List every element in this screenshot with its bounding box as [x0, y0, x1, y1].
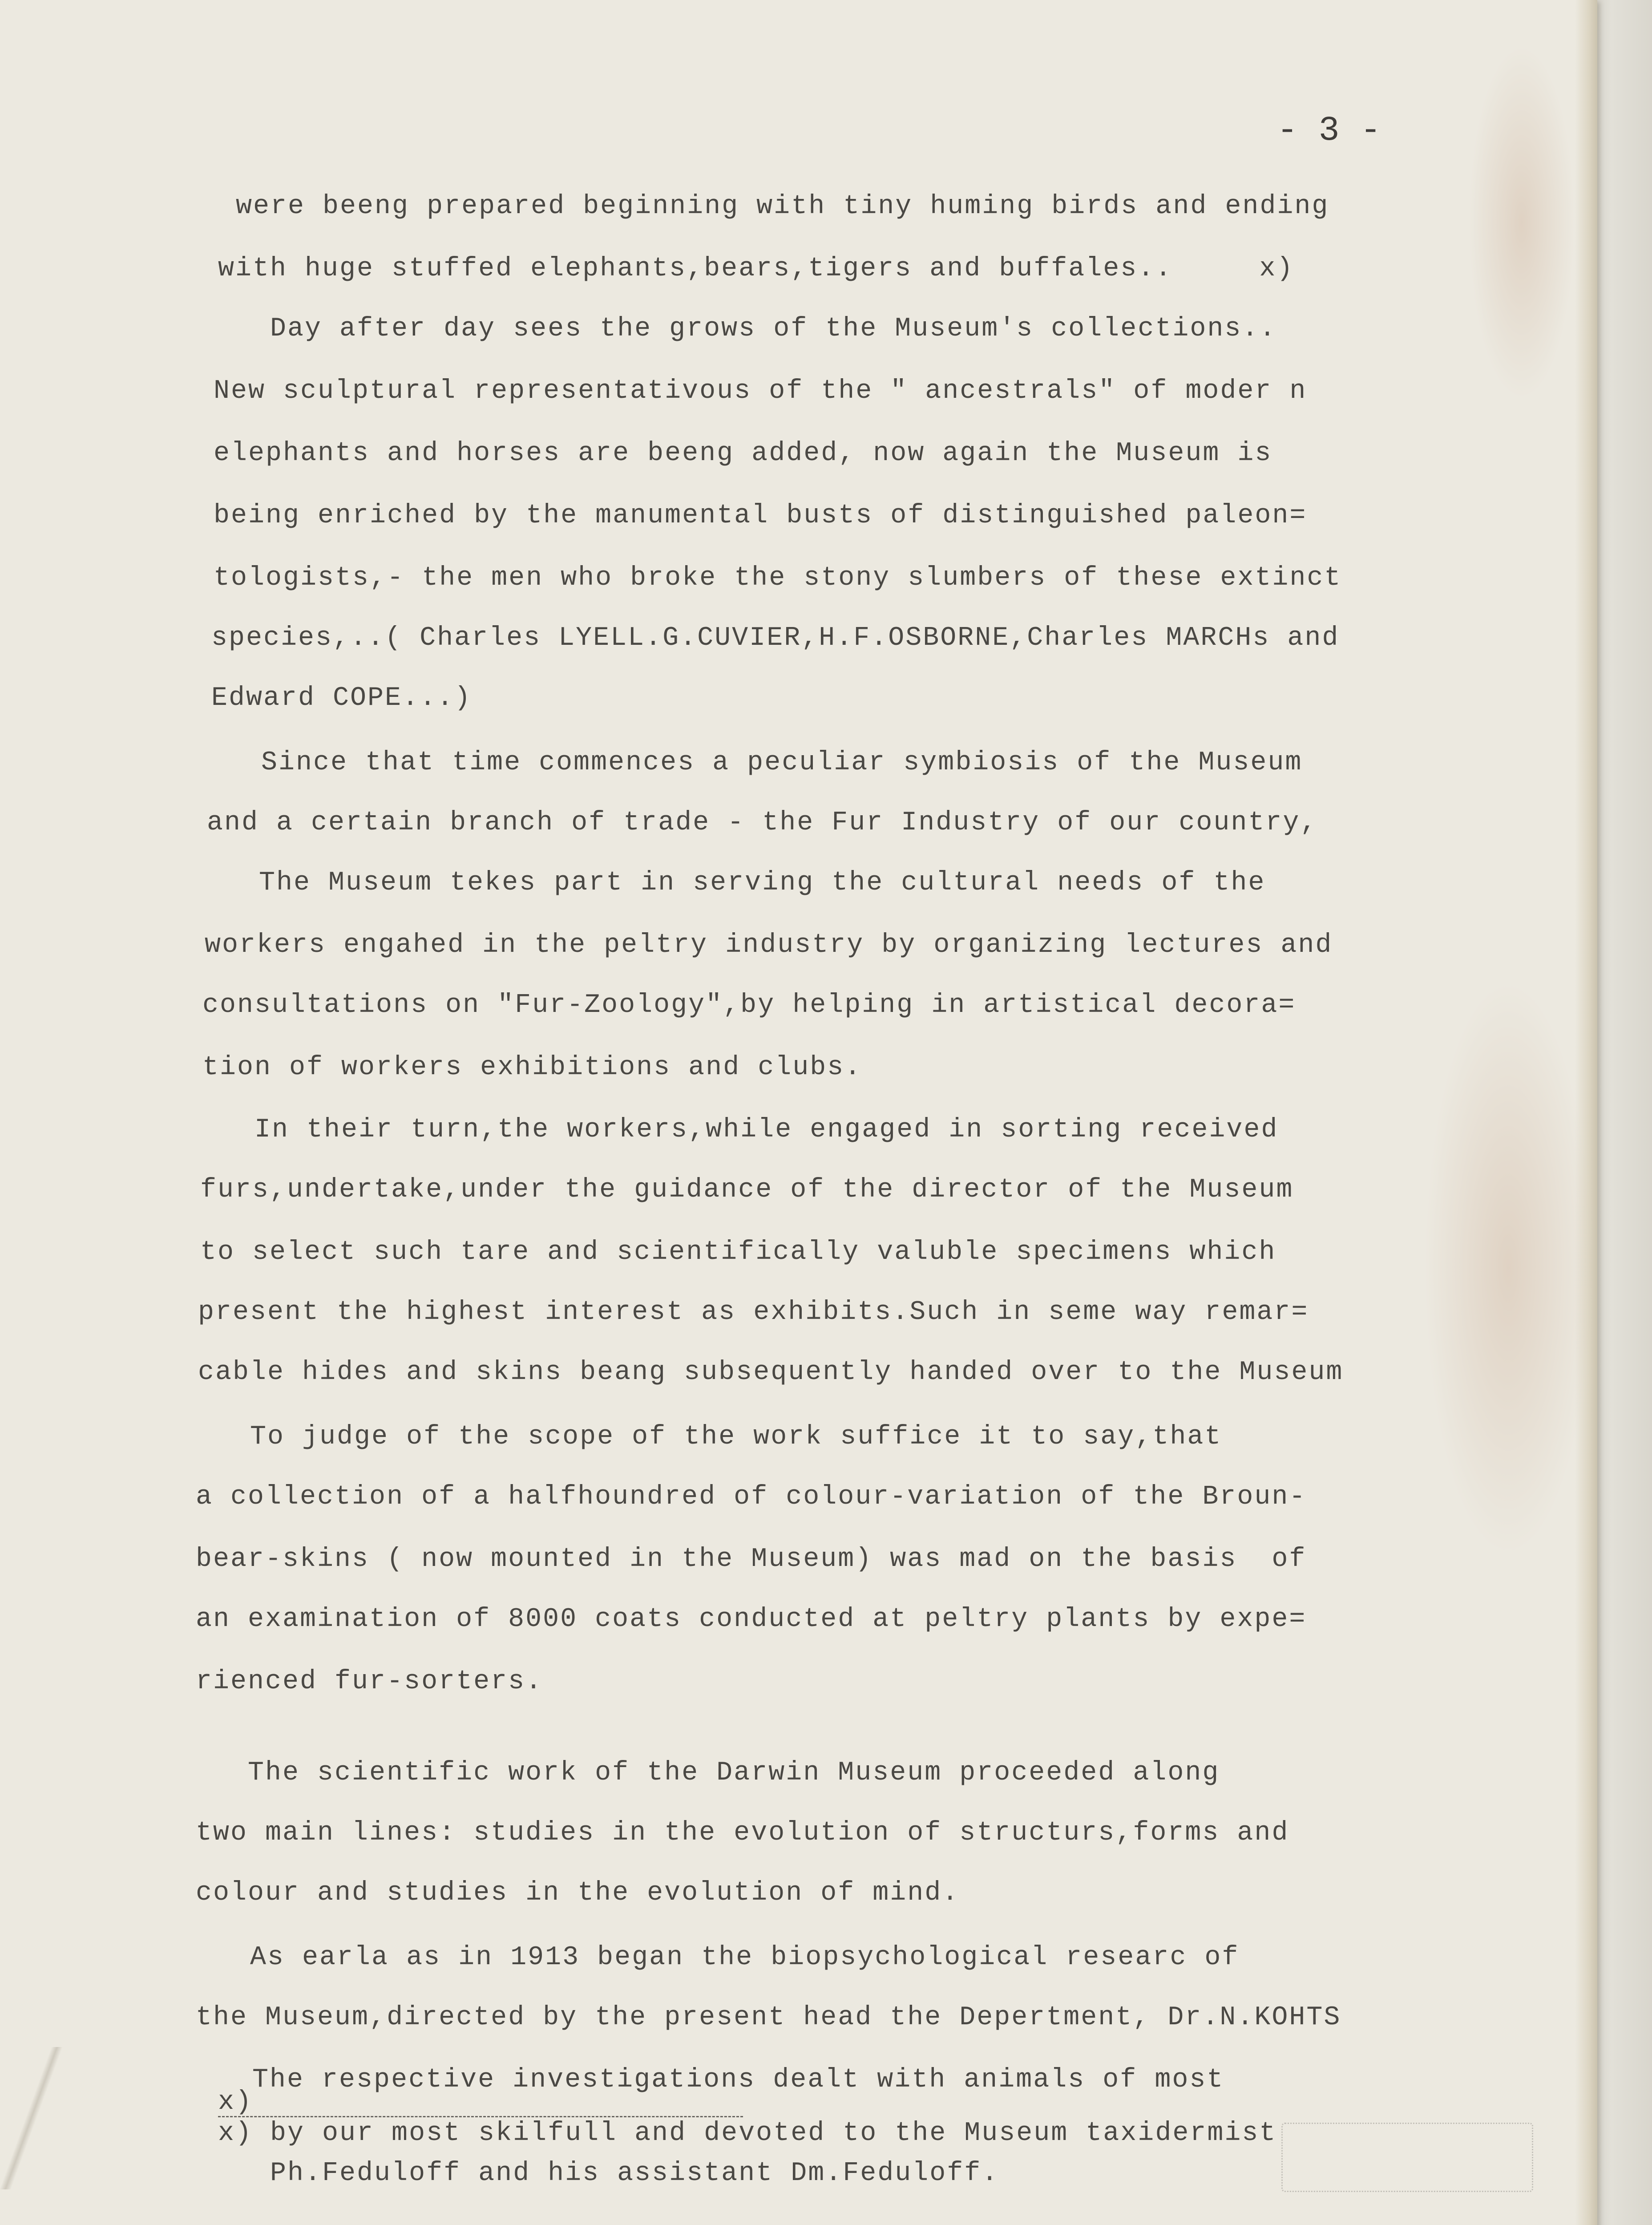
text-line: The scientific work of the Darwin Museum proceeded along [196, 1758, 1220, 1788]
text-line: cable hides and skins beang subsequently handed over to the Museum [198, 1357, 1344, 1388]
text-line: two main lines: studies in the evolution of structurs,forms and [196, 1818, 1289, 1848]
text-line: tologists,- the men who broke the stony slumbers of these extinct [214, 563, 1342, 593]
text-line: New sculptural representativous of the " ancestrals" of moder n [214, 376, 1307, 406]
text-line: present the highest interest as exhibits.Such in seme way remar= [198, 1297, 1309, 1327]
text-line: bear-skins ( now mounted in the Museum) was mad on the basis of [196, 1544, 1307, 1574]
footnote-rule [218, 2116, 743, 2117]
text-line: an examination of 8000 coats conducted at peltry plants by expe= [196, 1604, 1307, 1634]
text-line: The Museum tekes part in serving the cultural needs of the [207, 868, 1266, 898]
footnote-line: x) by our most skilfull and devoted to the Museum taxidermist [218, 2118, 1277, 2148]
text-line: tion of workers exhibitions and clubs. [202, 1052, 862, 1083]
foxing-stain [1468, 44, 1575, 400]
text-line: consultations on "Fur-Zoology",by helping in artistical decora= [202, 990, 1296, 1020]
text-line: were beeng prepared beginning with tiny huming birds and ending [236, 191, 1329, 222]
text-line: the Museum,directed by the present head the Depertment, Dr.N.KOHTS [196, 2002, 1341, 2033]
text-line: species,..( Charles LYELL.G.CUVIER,H.F.OSBORNE,Charles MARCHs and [211, 623, 1340, 653]
text-line: elephants and horses are beeng added, now again the Museum is [214, 438, 1272, 469]
text-line: to select such tare and scientifically valuble specimens which [200, 1237, 1276, 1267]
torn-corner [0, 2047, 62, 2189]
text-line: being enriched by the manumental busts of distinguished paleon= [214, 501, 1307, 531]
faint-stamp [1281, 2123, 1533, 2192]
text-line: In their turn,the workers,while engaged in sorting received [202, 1115, 1279, 1145]
foxing-stain [1424, 979, 1593, 1558]
text-line: colour and studies in the evolution of mind. [196, 1878, 960, 1908]
text-line: and a certain branch of trade - the Fur Industry of our country, [207, 808, 1318, 838]
page-number: - 3 - [1277, 111, 1381, 150]
footnote-marker: x) [218, 2087, 253, 2117]
text-line: furs,undertake,under the guidance of the director of the Museum [200, 1175, 1294, 1205]
text-line: As earla as in 1913 began the biopsychological researc of [198, 1942, 1240, 1973]
text-line: workers engahed in the peltry industry by organizing lectures and [205, 930, 1333, 960]
text-line: rienced fur-sorters. [196, 1667, 543, 1697]
text-line: with huge stuffed elephants,bears,tigers and buffales.. x) [218, 254, 1294, 284]
text-line: The respective investigations dealt with animals of most [200, 2065, 1224, 2095]
text-line: Day after day sees the grows of the Museum's collections.. [218, 314, 1277, 344]
text-line: Edward COPE...) [211, 683, 472, 713]
text-line: Since that time commences a peculiar symbiosis of the Museum [209, 748, 1303, 778]
text-line: To judge of the scope of the work suffice it to say,that [198, 1422, 1222, 1452]
footnote-line: Ph.Feduloff and his assistant Dm.Feduloff. [218, 2158, 999, 2189]
text-line: a collection of a halfhoundred of colour-variation of the Broun- [196, 1482, 1307, 1512]
